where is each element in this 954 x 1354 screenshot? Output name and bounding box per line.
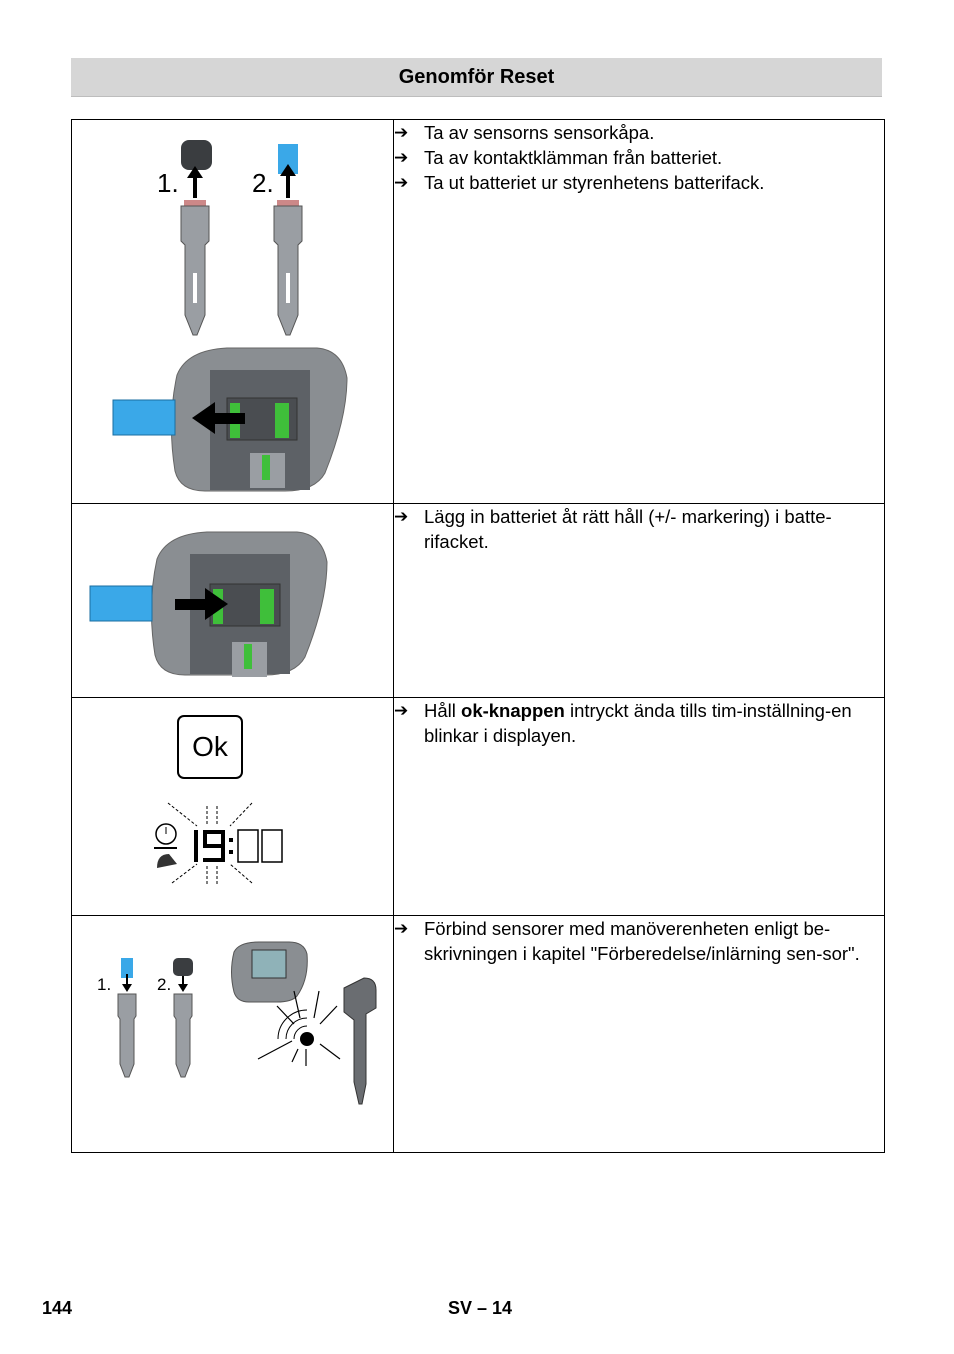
step-row-4	[72, 916, 885, 1153]
battery-icon	[90, 586, 152, 621]
sensor-mounted-icon	[344, 978, 376, 1104]
step-3-text	[394, 698, 885, 916]
svg-text:Ok: Ok	[192, 731, 228, 762]
clock-display-icon	[154, 803, 282, 884]
step-2-text	[394, 504, 885, 698]
arrow-bullet-icon: ➔	[394, 507, 409, 526]
label-2: 2.	[157, 975, 172, 994]
bullet-1-3: ➔ Ta ut batteriet ur styrenhetens batterifack.	[394, 172, 765, 193]
page-number: 144	[42, 1298, 73, 1318]
section-number: SV – 14	[448, 1298, 513, 1318]
step-1-illustration	[72, 120, 394, 504]
section-title: Genomför Reset	[71, 58, 882, 97]
bullet-4-1: ➔ Förbind sensorer med manöverenheten enligt be-skrivningen i kapitel "Förberedelse/inlärning sen-sor".	[394, 918, 860, 964]
bullet-2-1: ➔ Lägg in batteriet åt rätt håll (+/- markering) i batte-rifacket.	[394, 506, 832, 552]
sensor-1-icon	[181, 140, 212, 335]
bullet-1-2: ➔ Ta av kontaktklämman från batteriet.	[394, 147, 723, 168]
arrow-bullet-icon: ➔	[394, 701, 409, 720]
ok-button-icon	[178, 716, 242, 778]
sensor-2-icon	[274, 144, 302, 335]
step-3-illustration	[72, 698, 394, 916]
step-row-1	[72, 120, 885, 504]
control-unit-icon	[232, 942, 308, 1002]
label-2: 2.	[252, 168, 274, 198]
instruction-table	[71, 119, 885, 1153]
step-4-illustration	[72, 916, 394, 1153]
arrow-bullet-icon: ➔	[394, 148, 409, 167]
step-4-text	[394, 916, 885, 1153]
step-row-2	[72, 504, 885, 698]
battery-icon	[113, 400, 175, 435]
label-1: 1.	[157, 168, 179, 198]
bullet-3-1: ➔ Håll ok-knappen intryckt ända tills tim-inställning-en blinkar i displayen.	[394, 700, 852, 746]
arrow-bullet-icon: ➔	[394, 123, 409, 142]
arrow-bullet-icon: ➔	[394, 919, 409, 938]
label-1: 1.	[97, 975, 112, 994]
bullet-1-1: ➔ Ta av sensorns sensorkåpa.	[394, 122, 655, 143]
arrow-bullet-icon: ➔	[394, 173, 409, 192]
sensor-1-icon	[118, 958, 136, 1077]
step-2-illustration	[72, 504, 394, 698]
sensor-2-icon	[173, 958, 193, 1077]
step-row-3	[72, 698, 885, 916]
step-1-text	[394, 120, 885, 504]
